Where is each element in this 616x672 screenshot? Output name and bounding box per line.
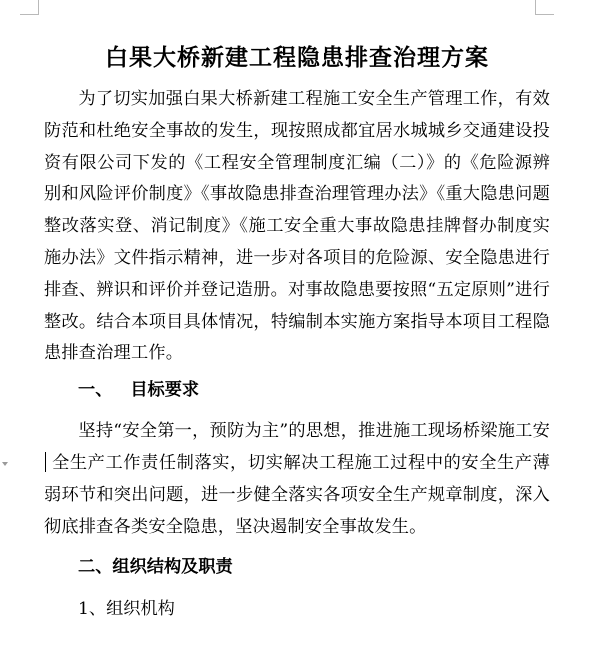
page-corner-mark-left — [20, 0, 39, 15]
page-corner-mark-right — [535, 0, 554, 15]
document-title: 白果大桥新建工程隐患排查治理方案 — [105, 44, 489, 71]
goals-continuation: 全生产工作责任制落实，切实解决工程施工过程中的安全生产薄弱环节和突出问题，进一步健全落实各项安全生产规章制度，深入彻底排查各类安全隐患，坚决遏制安全事故发生。 — [44, 452, 550, 537]
section-heading-organization: 二、组织结构及职责 — [78, 557, 233, 578]
goals-first-line: 坚持“安全第一，预防为主”的思想，推进施工现场桥梁施工安 — [78, 421, 550, 442]
text-cursor — [45, 452, 46, 472]
intro-paragraph: 为了切实加强白果大桥新建工程施工安全生产管理工作，有效防范和杜绝安全事故的发生，现按照成都宜居水城城乡交通建设投资有限公司下发的《工程安全管理制度汇编（二）》的《危险源辨别和风险评价制度》《事故隐患排查治理管理办法》《重大隐患问题整改落实登、消记制度》《施工安全重大事故隐患挂牌督办制度实施办法》文件指示精神，进一步对各项目的危险源、安全隐患进行排查、辨识和评价并登记造册。对事故隐患要按照“五定原则”进行整改。结合本项目具体情况，特编制本实施方案指导本项目工程隐患排查治理工作。 — [44, 89, 550, 364]
section-heading-goals: 一、 目标要求 — [78, 380, 200, 401]
document-page — [44, 40, 550, 625]
collapse-arrow-icon[interactable] — [2, 462, 8, 466]
goals-paragraph — [44, 416, 550, 543]
subsection-org-structure: 1、组织机构 — [78, 599, 175, 620]
